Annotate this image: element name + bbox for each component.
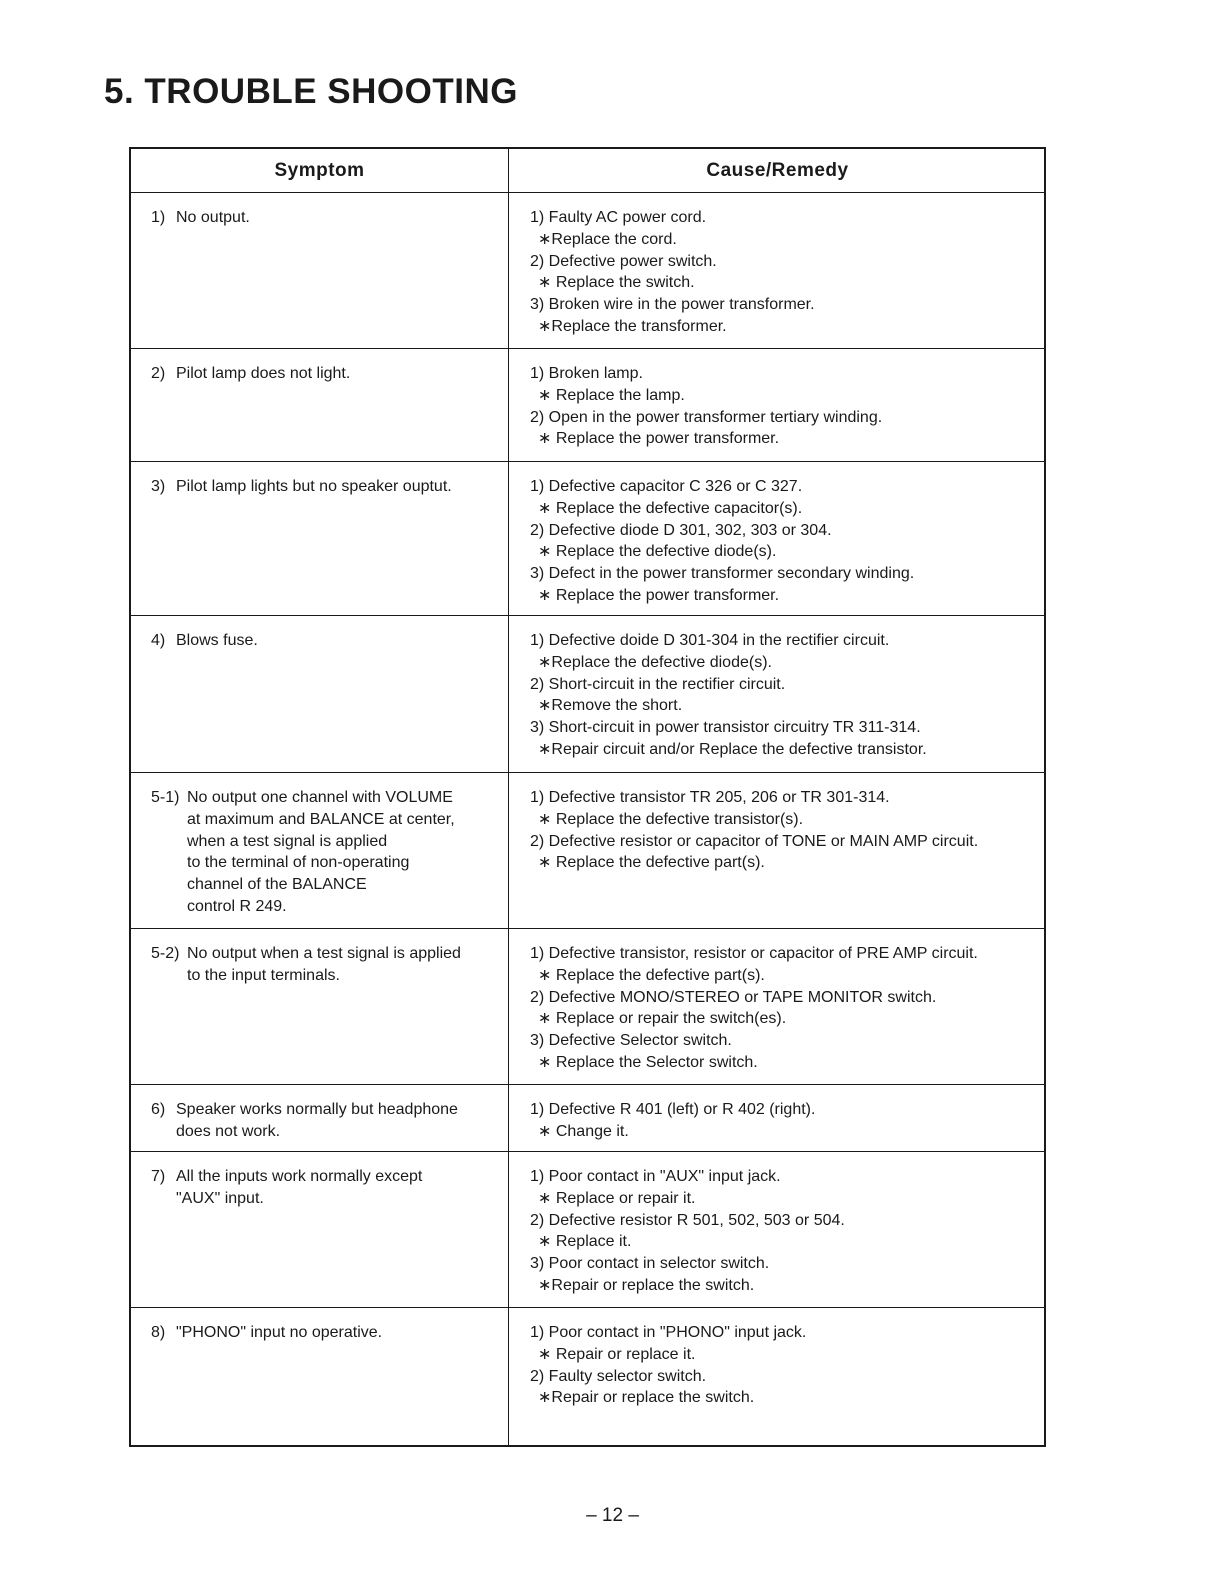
symptom-text: No output.: [176, 209, 250, 226]
remedy-item: ∗ Replace the power transformer.: [538, 586, 780, 604]
remedy-item: ∗ Change it.: [538, 1122, 629, 1140]
remedy-item: ∗ Replace the defective transistor(s).: [538, 810, 804, 828]
table-row: [131, 462, 1044, 616]
cause-item: 1) Defective doide D 301-304 in the rectifier circuit.: [530, 632, 890, 649]
cause-remedy-cell: [530, 476, 1045, 607]
symptom-number: 7): [151, 1168, 166, 1185]
symptom-text: No output when a test signal is applied to the input terminals.: [187, 945, 461, 984]
cause-remedy-cell: [530, 630, 1045, 761]
cause-item: 2) Defective MONO/STEREO or TAPE MONITOR switch.: [530, 988, 937, 1006]
remedy-item: ∗Repair or replace the switch.: [538, 1389, 755, 1407]
cause-item: 2) Open in the power transformer tertiary winding.: [530, 408, 883, 426]
symptom-number: 5-1): [151, 789, 180, 806]
cause-item: 1) Poor contact in "PHONO" input jack.: [530, 1324, 807, 1341]
cause-item: 2) Defective diode D 301, 302, 303 or 304.: [530, 521, 832, 539]
remedy-item: ∗ Replace the defective part(s).: [538, 966, 765, 984]
remedy-item: ∗ Replace the defective part(s).: [538, 854, 765, 872]
header-cause-remedy: Cause/Remedy: [706, 159, 849, 181]
troubleshooting-table: [129, 147, 1046, 1447]
cause-remedy-cell: [530, 207, 1045, 338]
remedy-item: ∗Remove the short.: [538, 697, 683, 715]
symptom-number: 1): [151, 209, 166, 226]
remedy-item: ∗Replace the cord.: [538, 230, 677, 248]
remedy-item: ∗ Replace the switch.: [538, 274, 695, 292]
cause-item: 1) Defective transistor, resistor or capacitor of PRE AMP circuit.: [530, 945, 978, 962]
table-row: [131, 1152, 1044, 1308]
remedy-item: ∗Repair circuit and/or Replace the defective transistor.: [538, 740, 927, 758]
cause-item: 1) Broken lamp.: [530, 365, 643, 382]
symptom-text: Blows fuse.: [176, 632, 258, 649]
cause-item: 3) Poor contact in selector switch.: [530, 1255, 770, 1273]
symptom-cell: [151, 476, 496, 498]
symptom-text: All the inputs work normally except "AUX" input.: [176, 1168, 423, 1207]
symptom-cell: [151, 1099, 496, 1143]
table-row: [131, 616, 1044, 773]
symptom-number: 4): [151, 632, 166, 649]
cause-item: 2) Defective power switch.: [530, 252, 717, 270]
symptom-number: 8): [151, 1324, 166, 1341]
cause-item: 2) Short-circuit in the rectifier circuit.: [530, 675, 786, 693]
symptom-text: "PHONO" input no operative.: [176, 1324, 383, 1341]
remedy-item: ∗ Replace the defective capacitor(s).: [538, 499, 803, 517]
symptom-number: 5-2): [151, 945, 180, 962]
cause-remedy-cell: [530, 787, 1045, 874]
cause-item: 3) Short-circuit in power transistor circuitry TR 311-314.: [530, 719, 921, 737]
remedy-item: ∗ Replace the Selector switch.: [538, 1053, 758, 1071]
remedy-item: ∗ Repair or replace it.: [538, 1345, 696, 1363]
cause-item: 1) Defective transistor TR 205, 206 or TR 301-314.: [530, 789, 890, 806]
cause-item: 3) Defective Selector switch.: [530, 1032, 732, 1050]
cause-item: 3) Broken wire in the power transformer.: [530, 296, 815, 314]
remedy-item: ∗ Replace the power transformer.: [538, 430, 780, 448]
cause-item: 1) Defective R 401 (left) or R 402 (right).: [530, 1101, 816, 1118]
table-row: [131, 349, 1044, 462]
symptom-text: Pilot lamp does not light.: [176, 365, 351, 382]
cause-remedy-cell: [530, 1166, 1045, 1297]
cause-item: 2) Defective resistor R 501, 502, 503 or 504.: [530, 1211, 845, 1229]
symptom-number: 2): [151, 365, 166, 382]
symptom-cell: [151, 207, 496, 229]
symptom-number: 6): [151, 1101, 166, 1118]
remedy-item: ∗Replace the defective diode(s).: [538, 653, 772, 671]
table-row: [131, 1308, 1044, 1447]
remedy-item: ∗Repair or replace the switch.: [538, 1276, 755, 1294]
symptom-text: Pilot lamp lights but no speaker ouptut.: [176, 478, 452, 495]
table-row: [131, 773, 1044, 929]
symptom-cell: [151, 1166, 496, 1210]
cause-item: 1) Defective capacitor C 326 or C 327.: [530, 478, 803, 495]
header-symptom: Symptom: [274, 159, 365, 181]
table-row: [131, 193, 1044, 349]
remedy-item: ∗ Replace it.: [538, 1233, 632, 1251]
cause-remedy-cell: [530, 943, 1045, 1074]
remedy-item: ∗ Replace the lamp.: [538, 386, 685, 404]
page-title: 5. TROUBLE SHOOTING: [104, 72, 518, 111]
cause-item: 1) Poor contact in "AUX" input jack.: [530, 1168, 781, 1185]
remedy-item: ∗ Replace or repair the switch(es).: [538, 1010, 787, 1028]
symptom-number: 3): [151, 478, 166, 495]
remedy-item: ∗ Replace or repair it.: [538, 1189, 696, 1207]
remedy-item: ∗Replace the transformer.: [538, 317, 727, 335]
table-header-row: [131, 149, 1044, 193]
symptom-text: No output one channel with VOLUME at maximum and BALANCE at center, when a test signal is applied to the terminal of non-operating channel of the BALANCE control R 249.: [187, 789, 455, 915]
cause-remedy-cell: [530, 1322, 1045, 1409]
symptom-cell: [151, 787, 496, 918]
page-number: – 12 –: [586, 1505, 639, 1526]
table-row: [131, 1085, 1044, 1152]
symptom-cell: [151, 1322, 496, 1344]
symptom-cell: [151, 363, 496, 385]
cause-remedy-cell: [530, 1099, 1045, 1143]
cause-item: 3) Defect in the power transformer secondary winding.: [530, 565, 915, 583]
cause-item: 2) Defective resistor or capacitor of TONE or MAIN AMP circuit.: [530, 832, 979, 850]
remedy-item: ∗ Replace the defective diode(s).: [538, 543, 777, 561]
cause-remedy-cell: [530, 363, 1045, 450]
symptom-cell: [151, 943, 496, 987]
table-row: [131, 929, 1044, 1085]
symptom-cell: [151, 630, 496, 652]
cause-item: 1) Faulty AC power cord.: [530, 209, 707, 226]
symptom-text: Speaker works normally but headphone does not work.: [176, 1101, 458, 1140]
cause-item: 2) Faulty selector switch.: [530, 1367, 707, 1385]
